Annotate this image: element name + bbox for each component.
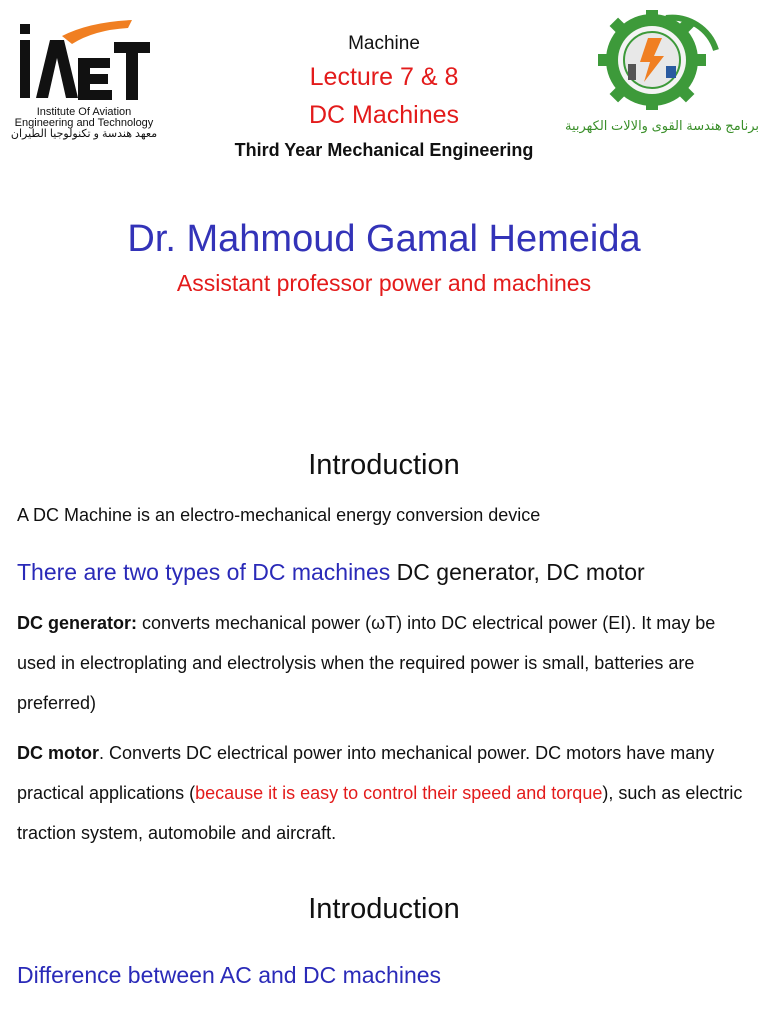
types-list: DC generator, DC motor	[390, 559, 645, 585]
generator-label: DC generator:	[17, 613, 138, 633]
iaet-logo	[6, 10, 162, 140]
motor-text-2: ), such as electric traction system, automobile and aircraft.	[17, 783, 743, 843]
logo-line-2: Engineering and Technology	[14, 117, 154, 129]
lecture-number: Lecture 7 & 8	[309, 63, 459, 91]
lecture-topic: DC Machines	[308, 101, 460, 129]
section-subheading: Difference between AC and DC machines	[17, 962, 442, 988]
motor-text-1: . Converts DC electrical power into mechanical power. DC motors have many practical applications (	[17, 743, 715, 803]
definition-text: A DC Machine is an electro-mechanical energy conversion device	[17, 505, 541, 525]
audience: Third Year Mechanical Engineering	[234, 140, 534, 160]
types-line	[17, 555, 757, 589]
iaet-logo-mark	[14, 18, 154, 108]
motor-text-highlight: because it is easy to control their speed and torque	[195, 783, 603, 803]
logo-line-1: Institute Of Aviation	[36, 106, 132, 118]
department-gear-logo	[596, 10, 736, 110]
types-intro: There are two types of DC machines	[17, 559, 391, 585]
generator-text: converts mechanical power (ωT) into DC electrical power (EI). It may be used in electroplating and electrolysis when the required power is small, batteries are preferred)	[17, 613, 716, 713]
section-heading-2: Introduction	[308, 893, 460, 925]
author-name: Dr. Mahmoud Gamal Hemeida	[127, 218, 641, 260]
course-title: Machine	[348, 33, 420, 54]
generator-paragraph	[17, 603, 757, 723]
author-title: Assistant professor power and machines	[176, 270, 592, 296]
motor-label: DC motor	[17, 743, 99, 763]
motor-paragraph	[17, 733, 757, 853]
department-caption: برنامج هندسة القوى والالات الكهربية	[564, 118, 760, 133]
logo-line-3: معهد هندسة و تكنولوجيا الطيران	[10, 128, 158, 140]
section-heading: Introduction	[308, 449, 460, 481]
